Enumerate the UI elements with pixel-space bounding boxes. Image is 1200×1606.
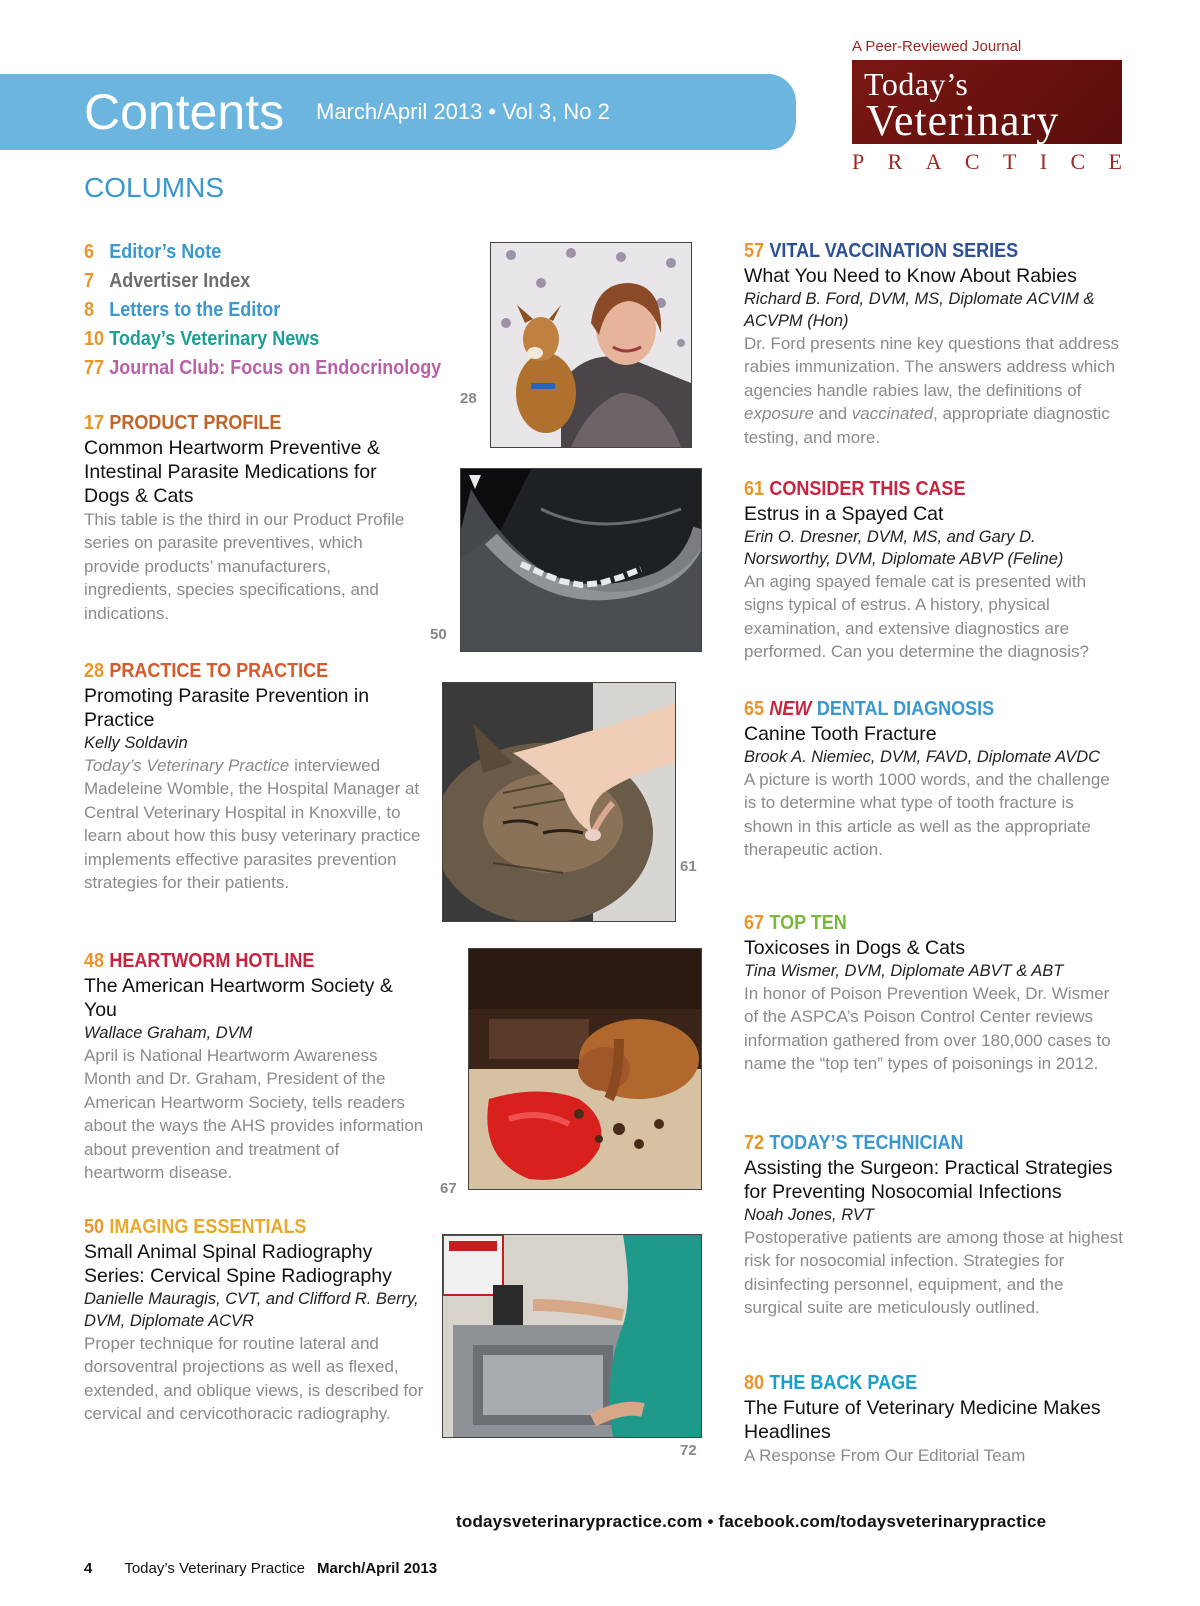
- footer-folio: [84, 1560, 437, 1577]
- article-heading: [744, 1370, 1086, 1396]
- article-page-number: 67: [744, 912, 765, 934]
- column-item[interactable]: 10 Today’s Veterinary News: [84, 328, 320, 350]
- photo-page-67: 67: [440, 1180, 457, 1197]
- article-description: An aging spayed female cat is presented with signs typical of estrus. A history, physical examination, and extensive diagnostics are performed. Can you determine the diagnosis?: [744, 572, 1089, 662]
- article-author: Erin O. Dresner, DVM, MS, and Gary D. Norsworthy, DVM, Diplomate ABVP (Feline): [744, 528, 1064, 568]
- photo-page-72: 72: [680, 1442, 697, 1459]
- article-page-number: 28: [84, 660, 105, 682]
- article-consider-this-case[interactable]: [744, 476, 1124, 664]
- column-item[interactable]: 6 Editor’s Note: [84, 241, 222, 263]
- article-page-number: 61: [744, 478, 765, 500]
- article-description: In honor of Poison Prevention Week, Dr. Wismer of the ASPCA’s Poison Control Center reviews information gathered from over 180,000 cases to name the “top ten” types of poisonings in 2012.: [744, 984, 1111, 1074]
- article-heading: [84, 1214, 390, 1240]
- handwashing-sink-photo[interactable]: [442, 1234, 702, 1438]
- article-section: DENTAL DIAGNOSIS: [816, 698, 995, 720]
- article-heading: [744, 696, 1086, 722]
- issue-info: March/April 2013 • Vol 3, No 2: [316, 99, 610, 124]
- article-description: Proper technique for routine lateral and dorsoventral projections as well as flexed, extended, and oblique views, is described for cervical and cervicothoracic radiography.: [84, 1334, 424, 1424]
- footer-links[interactable]: todaysveterinarypractice.com • facebook.com/todaysveterinarypractice: [456, 1512, 1047, 1531]
- publication-name: Today’s Veterinary Practice: [124, 1560, 305, 1577]
- article-page-number: 57: [744, 240, 765, 262]
- article-section: IMAGING ESSENTIALS: [109, 1216, 307, 1238]
- photo-page-61: 61: [680, 858, 697, 875]
- article-page-number: 48: [84, 950, 105, 972]
- article-title: Small Animal Spinal Radiography Series: Cervical Spine Radiography: [84, 1241, 392, 1287]
- article-page-number: 50: [84, 1216, 105, 1238]
- section-heading-columns: COLUMNS: [84, 172, 225, 203]
- article-todays-technician[interactable]: [744, 1130, 1124, 1320]
- article-description: A Response From Our Editorial Team: [744, 1446, 1026, 1465]
- page-title: Contents: [84, 84, 285, 140]
- article-heading: [84, 410, 381, 436]
- article-title: Estrus in a Spayed Cat: [744, 503, 944, 525]
- article-heading: [744, 238, 1086, 264]
- article-heading: [744, 1130, 1086, 1156]
- article-author: Danielle Mauragis, CVT, and Clifford R. Berry, DVM, Diplomate ACVR: [84, 1290, 419, 1330]
- article-back-page[interactable]: [744, 1370, 1124, 1467]
- article-section: CONSIDER THIS CASE: [769, 478, 966, 500]
- article-title: Toxicoses in Dogs & Cats: [744, 937, 966, 959]
- article-title: Canine Tooth Fracture: [744, 723, 937, 745]
- article-product-profile[interactable]: [84, 410, 414, 625]
- article-heading: [744, 910, 1086, 936]
- logo-line-2: Veterinary: [866, 96, 1060, 145]
- article-title: The American Heartworm Society & You: [84, 975, 393, 1021]
- article-author: Brook A. Niemiec, DVM, FAVD, Diplomate AVDC: [744, 748, 1101, 766]
- dog-eating-chocolate-photo[interactable]: [468, 948, 702, 1190]
- article-title: Promoting Parasite Prevention in Practice: [84, 685, 370, 731]
- logo-line-1: Today’s: [864, 66, 969, 102]
- woman-holding-dog-photo[interactable]: [490, 242, 692, 448]
- cat-spine-radiograph[interactable]: [460, 468, 702, 652]
- column-item[interactable]: 77 Journal Club: Focus on Endocrinology: [84, 357, 442, 379]
- article-title: Assisting the Surgeon: Practical Strategies for Preventing Nosocomial Infections: [744, 1157, 1113, 1203]
- article-description: Postoperative patients are among those at highest risk for nosocomial infection. Strategies for disinfecting personnel, equipment, and the surgical suite are meticulously outlined.: [744, 1228, 1123, 1318]
- article-author: Wallace Graham, DVM: [84, 1024, 253, 1042]
- article-heading: [744, 476, 1086, 502]
- column-item[interactable]: 8 Letters to the Editor: [84, 299, 281, 321]
- article-dental-diagnosis[interactable]: [744, 696, 1124, 862]
- article-title: What You Need to Know About Rabies: [744, 265, 1077, 287]
- article-page-number: 65: [744, 698, 765, 720]
- article-author: Noah Jones, RVT: [744, 1206, 874, 1224]
- article-description: Dr. Ford presents nine key questions that address rabies immunization. The answers address which agencies handle rabies law, the definitions of exposure and vaccinated, appropriate diagnostic testing, and more.: [744, 334, 1120, 447]
- article-section: TOP TEN: [769, 912, 847, 934]
- article-description: This table is the third in our Product Profile series on parasite preventives, which provide products’ manufacturers, ingredients, species specifications, and indications.: [84, 510, 405, 623]
- new-badge: NEW: [769, 698, 812, 720]
- article-heading: [84, 948, 390, 974]
- article-page-number: 80: [744, 1372, 765, 1394]
- journal-tagline: A Peer-Reviewed Journal: [852, 38, 1022, 55]
- article-title: Common Heartworm Preventive & Intestinal Parasite Medications for Dogs & Cats: [84, 437, 380, 507]
- page-number: 4: [84, 1560, 93, 1577]
- article-description: April is National Heartworm Awareness Month and Dr. Graham, President of the American Heartworm Society, tells readers about the ways the AHS provides information about prevention and treatment of heartworm disease.: [84, 1046, 424, 1183]
- logo-line-3: P R A C T I C E: [852, 149, 1122, 174]
- footer-issue: March/April 2013: [317, 1560, 438, 1577]
- article-author: Richard B. Ford, DVM, MS, Diplomate ACVIM & ACVPM (Hon): [744, 290, 1095, 330]
- article-title: The Future of Veterinary Medicine Makes Headlines: [744, 1397, 1101, 1443]
- article-vital-vaccination[interactable]: [744, 238, 1124, 449]
- article-section: PRODUCT PROFILE: [109, 412, 282, 434]
- article-page-number: 72: [744, 1132, 765, 1154]
- column-item[interactable]: 7 Advertiser Index: [84, 270, 251, 292]
- columns-list: [84, 238, 481, 383]
- article-description: Today’s Veterinary Practice interviewed Madeleine Womble, the Hospital Manager at Central Veterinary Hospital in Knoxville, to learn about how this busy veterinary practice implements effective parasites prevention strategies for their patients.: [84, 756, 421, 893]
- article-imaging-essentials[interactable]: [84, 1214, 424, 1426]
- article-practice-to-practice[interactable]: [84, 658, 424, 894]
- article-section: PRACTICE TO PRACTICE: [109, 660, 329, 682]
- article-section: THE BACK PAGE: [769, 1372, 918, 1394]
- article-author: Kelly Soldavin: [84, 734, 188, 752]
- article-author: Tina Wismer, DVM, Diplomate ABVT & ABT: [744, 962, 1064, 980]
- article-description: A picture is worth 1000 words, and the challenge is to determine what type of tooth fracture is shown in this article as well as the appropriate therapeutic action.: [744, 770, 1110, 860]
- article-section: HEARTWORM HOTLINE: [109, 950, 315, 972]
- article-section: TODAY’S TECHNICIAN: [769, 1132, 964, 1154]
- article-top-ten[interactable]: [744, 910, 1124, 1076]
- hand-petting-cat-photo[interactable]: [442, 682, 676, 922]
- article-heartworm-hotline[interactable]: [84, 948, 424, 1184]
- article-page-number: 17: [84, 412, 105, 434]
- publication-italic: Today’s Veterinary Practice: [84, 756, 290, 775]
- photo-page-28: 28: [460, 390, 477, 407]
- article-section: VITAL VACCINATION SERIES: [769, 240, 1019, 262]
- article-heading: [84, 658, 390, 684]
- photo-page-50: 50: [430, 626, 447, 643]
